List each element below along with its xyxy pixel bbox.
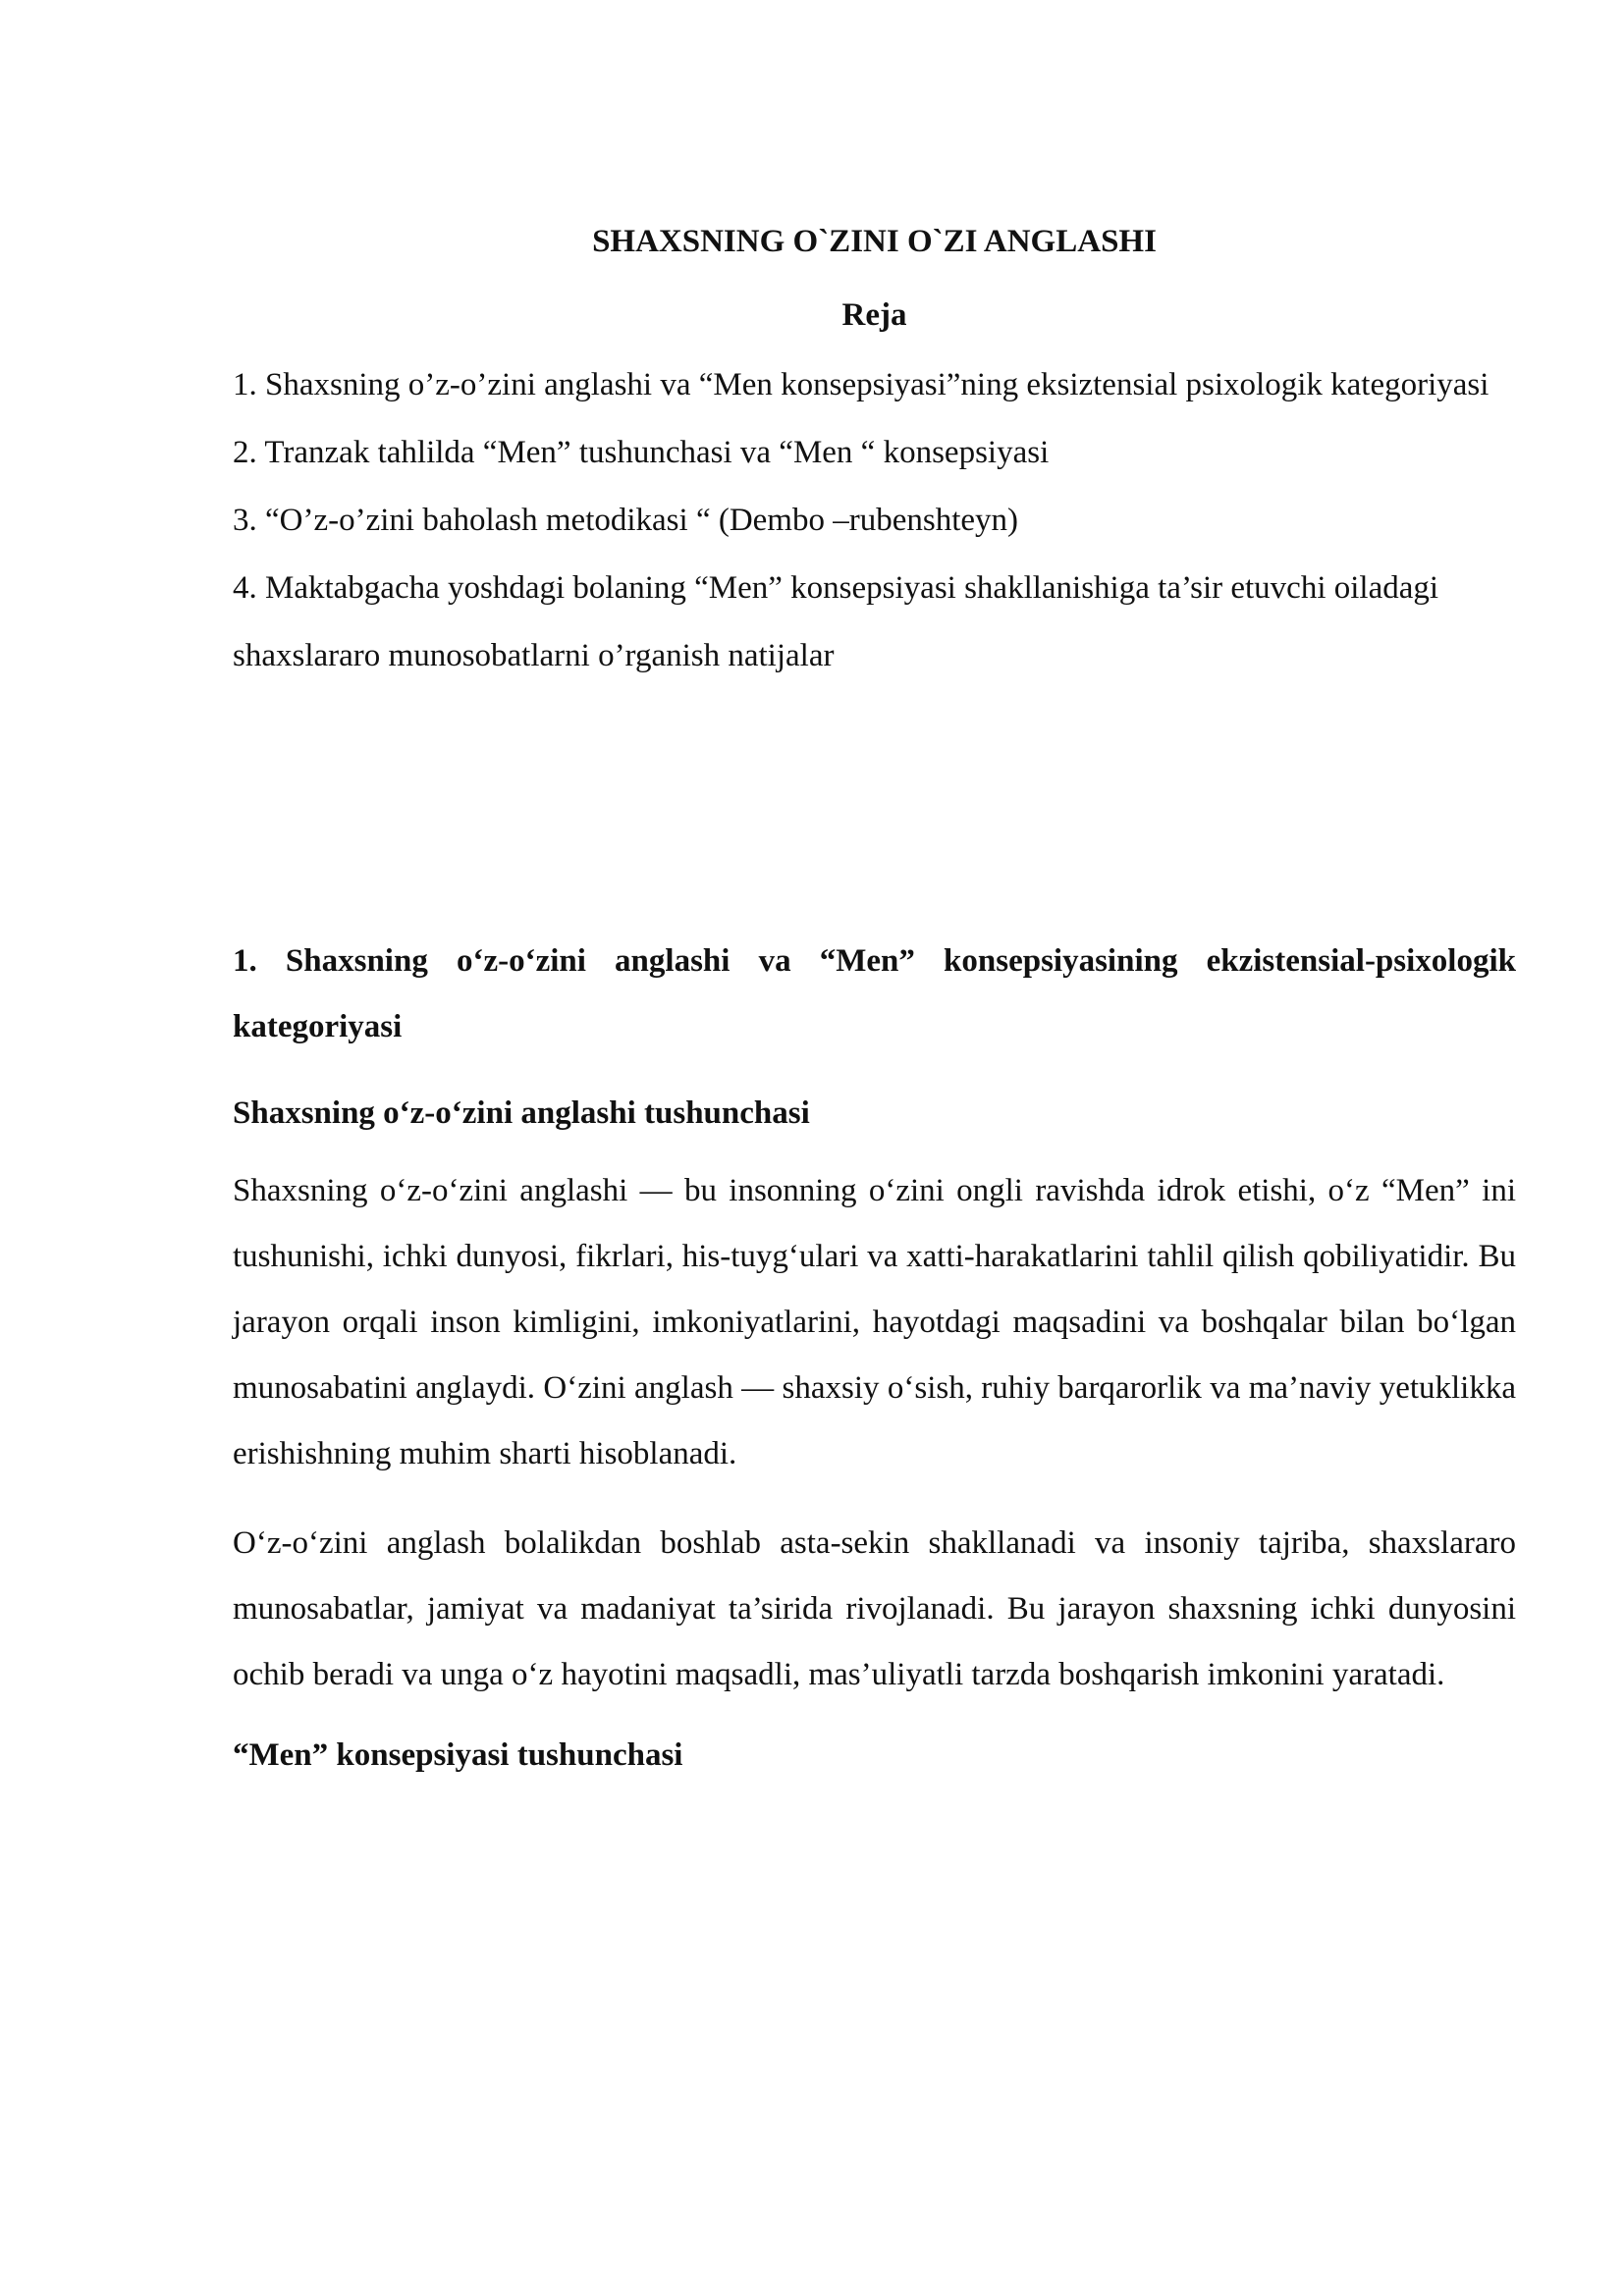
plan-item: 2. Tranzak tahlilda “Men” tushunchasi va “Men “ konsepsiyasi	[233, 435, 1050, 470]
body-paragraph: Shaxsning o‘z-o‘zini anglashi — bu insonning o‘zini ongli ravishda idrok etishi, o‘z “Men” ini tushunishi, ichki dunyosi, fikrlari, his-tuyg‘ulari va xatti-harakatlarini tahlil qilish qobiliyatidir. Bu jarayon orqali inson kimligini, imkoniyatlarini, hayotdagi maqsadini va boshqalar bilan bo‘lgan munosabatini anglaydi. O‘zini anglash — shaxsiy o‘sish, ruhiy barqarorlik va ma’naviy yetuklikka erishishning muhim sharti hisoblanadi.	[233, 1173, 1516, 1471]
subheading: “Men” konsepsiyasi tushunchasi	[233, 1737, 683, 1773]
body-paragraph: O‘z-o‘zini anglash bolalikdan boshlab asta-sekin shakllanadi va insoniy tajriba, shaxslararo munosabatlar, jamiyat va madaniyat ta’sirida rivojlanadi. Bu jarayon shaxsning ichki dunyosini ochib beradi va unga o‘z hayotini maqsadli, mas’uliyatli tarzda boshqarish imkonini yaratadi.	[233, 1525, 1516, 1692]
plan-item: 3. “O’z-o’zini baholash metodikasi “ (Dembo –rubenshteyn)	[233, 503, 1019, 538]
plan-item: 4. Maktabgacha yoshdagi bolaning “Men” konsepsiyasi shakllanishiga ta’sir etuvchi oiladagi shaxslararo munosobatlarni o’rganish natijalar	[233, 570, 1439, 673]
plan-item: 1. Shaxsning o’z-o’zini anglashi va “Men konsepsiyasi”ning eksiztensial psixologik kategoriyasi	[233, 367, 1489, 402]
section-heading: 1. Shaxsning o‘z-o‘zini anglashi va “Men” konsepsiyasining ekzistensial-psixologik kategoriyasi	[233, 943, 1516, 1044]
document-title: SHAXSNING O`ZINI O`ZI ANGLASHI	[592, 224, 1157, 259]
plan-list	[233, 351, 1516, 690]
document-body	[233, 218, 1516, 1779]
plan-heading: Reja	[841, 297, 907, 333]
subheading: Shaxsning o‘z-o‘zini anglashi tushunchasi	[233, 1095, 810, 1131]
